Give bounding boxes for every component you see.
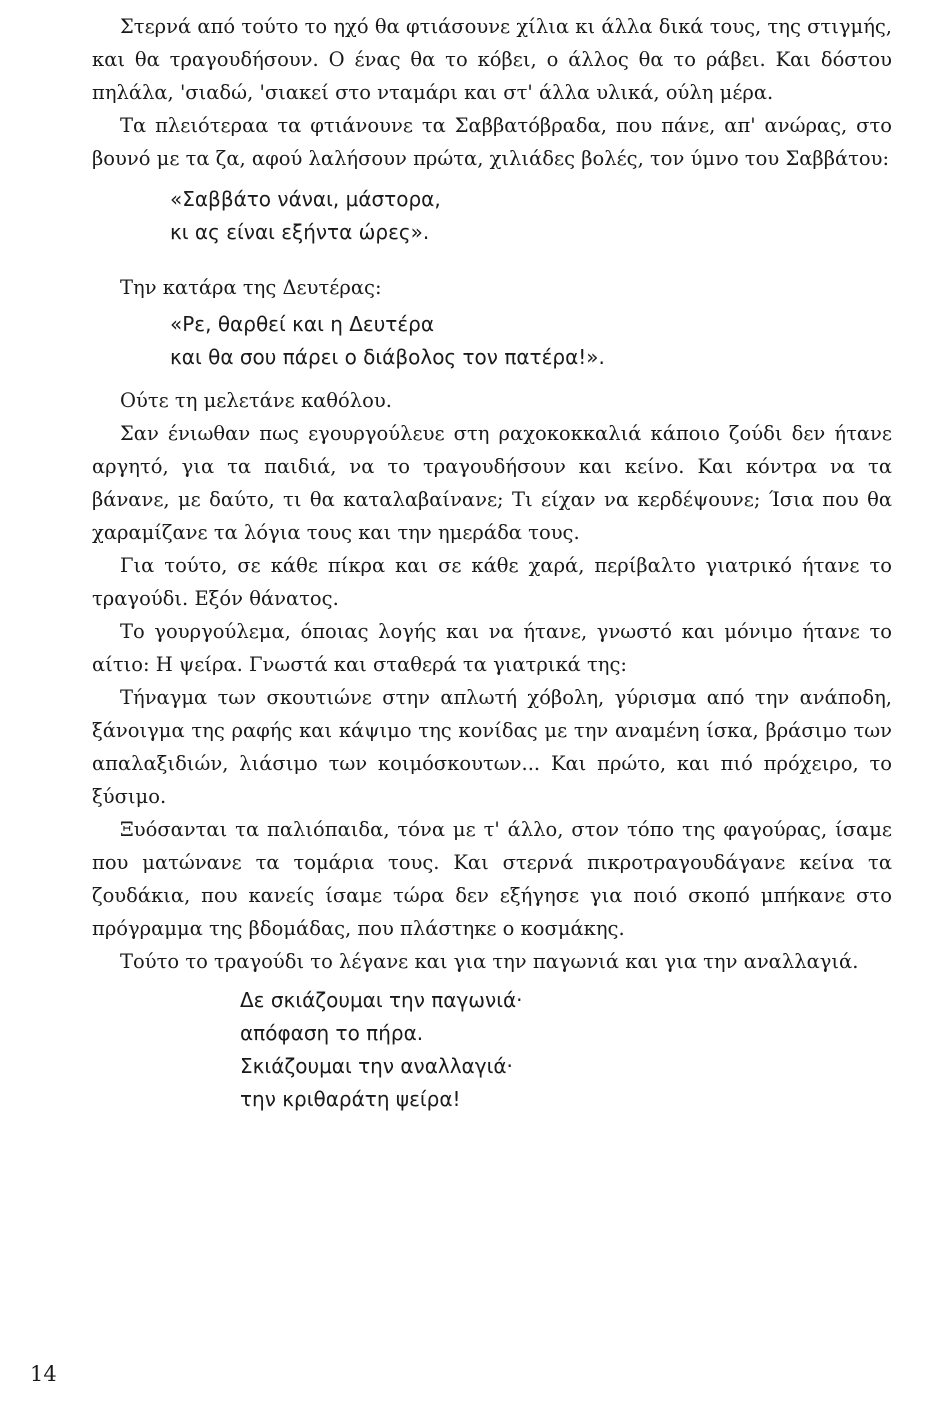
paragraph: Τα πλειότεραα τα φτιάνουνε τα Σαββατόβραδα, που πάνε, απ' ανώρας, στο βουνό με τα ζα, αφού λαλήσουν πρώτα, χιλιάδες βολές, τον ύμνο του Σαββάτου: xyxy=(92,114,892,170)
verse-line: Σκιάζουμαι την αναλλαγιά· xyxy=(240,1054,513,1078)
verse-saturday xyxy=(170,183,892,249)
verse-line: «Ρε, θαρθεί και η Δευτέρα xyxy=(170,312,435,336)
paragraph: Ξυόσανται τα παλιόπαιδα, τόνα με τ' άλλο, στον τόπο της φαγούρας, ίσαμε που ματώνανε τα τομάρια τους. Και στερνά πικροτραγουδάγανε κείνα τα ζουδάκια, που κανείς ίσαμε τώρα δεν εξήγησε για ποιό σκοπό μπήκανε στο πρόγραμμα της βδομάδας, που πλάστηκε ο κοσμάκης. xyxy=(92,818,892,940)
paragraph: Το γουργούλεμα, όποιας λογής και να ήτανε, γνωστό και μόνιμο ήτανε το αίτιο: Η ψείρα. Γνωστά και σταθερά τα γιατρικά της: xyxy=(92,620,892,676)
page-text xyxy=(92,10,892,1116)
paragraph: Τούτο το τραγούδι το λέγανε και για την παγωνιά και για την αναλλαγιά. xyxy=(120,950,859,973)
paragraph: Για τούτο, σε κάθε πίκρα και σε κάθε χαρά, περίβαλτο γιατρικό ήτανε το τραγούδι. Εξόν θάνατος. xyxy=(92,554,892,610)
verse-line: και θα σου πάρει ο διάβολος τον πατέρα!». xyxy=(170,345,605,369)
paragraph: Τήναγμα των σκουτιώνε στην απλωτή χόβολη, γύρισμα από την ανάποδη, ξάνοιγμα της ραφής και κάψιμο της κονίδας με την αναμένη ίσκα, βράσιμο των απαλαξιδιών, λιάσιμο των κοιμόσκουτων... Και πρώτο, και πιό πρόχειρο, το ξύσιμο. xyxy=(92,686,892,808)
verse-monday xyxy=(170,308,892,374)
verse-line: Δε σκιάζουμαι την παγωνιά· xyxy=(240,988,523,1012)
verse-line: απόφαση το πήρα. xyxy=(240,1021,424,1045)
verse-lice xyxy=(240,984,892,1116)
verse-line: κι ας είναι εξήντα ώρες». xyxy=(170,220,430,244)
paragraph: Την κατάρα της Δευτέρας: xyxy=(120,276,382,299)
paragraph: Ούτε τη μελετάνε καθόλου. xyxy=(120,389,392,412)
paragraph: Σαν ένιωθαν πως εγουργούλευε στη ραχοκοκκαλιά κάποιο ζούδι δεν ήτανε αργητό, για τα παιδιά, να το τραγουδήσουν και κείνο. Και κόντρα να τα βάνανε, με δαύτο, τι θα καταλαβαίνανε; Τι είχαν να κερδέψουνε; Ίσια που θα χαραμίζανε τα λόγια τους και την ημεράδα τους. xyxy=(92,422,892,544)
verse-line: την κριθαράτη ψείρα! xyxy=(240,1087,461,1111)
paragraph: Στερνά από τούτο το ηχό θα φτιάσουνε χίλια κι άλλα δικά τους, της στιγμής, και θα τραγουδήσουν. Ο ένας θα το κόβει, ο άλλος θα το ράβει. Και δόστου πηλάλα, 'σιαδώ, 'σιακεί στο νταμάρι και στ' άλλα υλικά, ούλη μέρα. xyxy=(92,15,892,104)
page-number: 14 xyxy=(30,1362,57,1386)
verse-line: «Σαββάτο νάναι, μάστορα, xyxy=(170,187,441,211)
